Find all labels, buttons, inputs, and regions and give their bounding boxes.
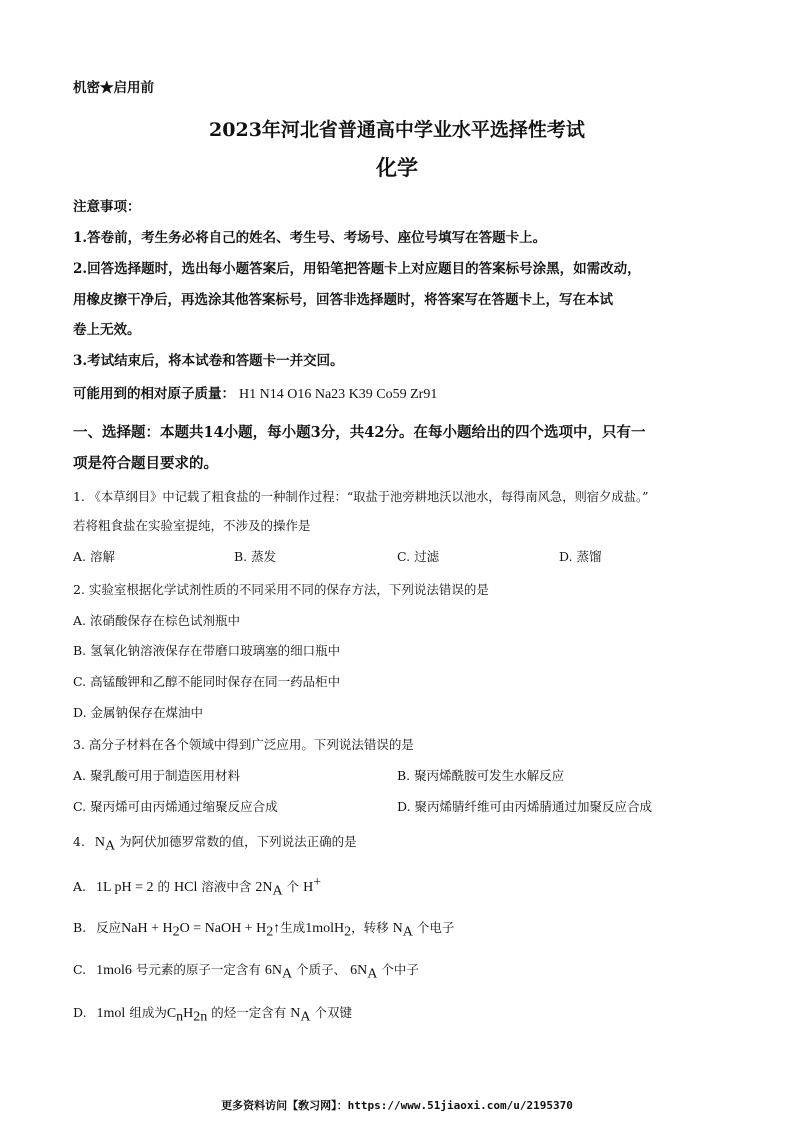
- q4a-t6: A: [272, 883, 283, 899]
- q4c-t5: 个质子、: [296, 962, 347, 977]
- q1-stem-line2: 若将粗食盐在实验室提纯，不涉及的操作是: [73, 518, 311, 533]
- notice-item-2-line2: 用橡皮擦干净后，再选涂其他答案标号，回答非选择题时，将答案写在答题卡上，写在本试: [73, 292, 613, 308]
- q4b-t8: 1molH: [305, 921, 345, 936]
- q4a-label: A.: [73, 879, 87, 895]
- q4-stem: [73, 832, 357, 855]
- q4b-t1: 反应: [96, 920, 122, 935]
- q3-option-a: A. 聚乳酸可用于制造医用材料: [73, 768, 240, 783]
- q4a-t7: 个: [286, 879, 300, 895]
- notice-item-2-line3: 卷上无效。: [73, 322, 141, 338]
- atomic-mass-label: 可能用到的相对原子质量：: [73, 386, 235, 402]
- q4a-t9: +: [313, 875, 322, 890]
- exam-title: 2023年河北省普通高中学业水平选择性考试: [209, 119, 585, 141]
- q1-option-c: C. 过滤: [397, 549, 440, 564]
- q4d-t6: 2n: [193, 1009, 208, 1025]
- subject-title: 化学: [376, 155, 418, 180]
- q2-option-a: A. 浓硝酸保存在棕色试剂瓶中: [73, 613, 240, 628]
- q1-stem-line1: 1. 《本草纲目》中记载了粗食盐的一种制作过程：“取盐于池旁耕地沃以池水，每得南风急，则宿夕成盐。”: [73, 490, 649, 504]
- q4b-t7: 生成: [280, 920, 306, 935]
- q3-stem: 3. 高分子材料在各个领域中得到广泛应用。下列说法错误的是: [73, 737, 414, 752]
- q4-option-a: [73, 875, 321, 900]
- q4-option-c: [73, 960, 419, 983]
- q4d-t10: 个双键: [314, 1005, 353, 1020]
- notice-heading: 注意事项：: [73, 199, 141, 215]
- q4d-t5: H: [183, 1006, 194, 1021]
- confidential-label: 机密★启用前: [73, 80, 154, 96]
- q4a-t8: H: [303, 880, 314, 896]
- q1-option-d: D. 蒸馏: [559, 549, 602, 564]
- q3-option-c: C. 聚丙烯可由丙烯通过缩聚反应合成: [73, 799, 278, 814]
- q4c-t7: A: [367, 966, 378, 982]
- q4-option-d: [73, 1003, 352, 1026]
- q4-stem-text: 为阿伏加德罗常数的值，下列说法正确的是: [119, 834, 357, 849]
- q2-option-c: C. 高锰酸钾和乙醇不能同时保存在同一药品柜中: [73, 674, 341, 689]
- q2-option-b: B. 氢氧化钠溶液保存在带磨口玻璃塞的细口瓶中: [73, 643, 341, 658]
- notice-item-2-line1: 2.回答选择题时，选出每小题答案后，用铅笔把答题卡上对应题目的答案标号涂黑，如需改动，: [73, 261, 641, 277]
- q4c-t8: 个中子: [381, 962, 419, 977]
- q3-option-d: D. 聚丙烯腈纤维可由丙烯腈通过加聚反应合成: [397, 799, 653, 814]
- q4d-t2: 组成为: [129, 1005, 167, 1020]
- q4-number: 4.: [73, 834, 85, 849]
- q4d-t1: 1mol: [96, 1006, 126, 1021]
- section1-line1: 一、选择题：本题共14小题，每小题3分，共42分。在每小题给出的四个选项中，只有一: [73, 424, 646, 441]
- q4d-t9: A: [300, 1009, 311, 1025]
- q4a-t1: 1L pH = 2: [96, 880, 154, 896]
- q4b-t2: NaH + H: [121, 921, 173, 936]
- q4c-t4: A: [281, 966, 293, 982]
- q4c-t1: 1mol6: [96, 963, 132, 978]
- footer-link[interactable]: 更多资料访问【敎习网】：https://www.51jiaoxi.com/u/2195370: [221, 1099, 573, 1112]
- q4b-t4: O = NaOH + H: [179, 921, 267, 936]
- q4b-t6: ↑: [273, 921, 281, 936]
- q4c-t3: 6N: [264, 963, 282, 978]
- section1-line2: 项是符合题目要求的。: [73, 455, 218, 472]
- q4c-label: C.: [73, 962, 87, 977]
- q4b-t3: 2: [172, 924, 180, 940]
- q4-symbol-n: N: [94, 835, 106, 850]
- q4b-t10: ，转移: [351, 920, 389, 935]
- atomic-mass-line: [73, 382, 437, 403]
- q4c-t6: 6N: [350, 963, 368, 978]
- q4b-t11: N: [392, 921, 403, 936]
- q4-symbol-sub: A: [105, 838, 116, 854]
- q4b-t13: 个电子: [416, 920, 455, 935]
- q4d-t4: n: [176, 1009, 184, 1025]
- q1-option-b: B. 蒸发: [234, 549, 277, 564]
- atomic-mass-values: H1 N14 O16 Na23 K39 Co59 Zr91: [239, 387, 438, 402]
- notice-item-1: 1.答卷前，考生务必将自己的姓名、考生号、考场号、座位号填写在答题卡上。: [73, 230, 547, 246]
- q4b-label: B.: [73, 920, 87, 935]
- q4c-t2: 号元素的原子一定含有: [135, 962, 261, 977]
- q1-option-a: A. 溶解: [73, 549, 115, 564]
- q4a-t4: 溶液中含: [201, 879, 252, 895]
- q3-option-b: B. 聚丙烯酰胺可发生水解反应: [397, 768, 565, 783]
- q4a-t5: 2N: [255, 880, 273, 896]
- q4a-t2: 的: [157, 879, 171, 895]
- q4-option-b: [73, 918, 454, 941]
- q4b-t12: A: [402, 924, 413, 940]
- q4d-t7: 的烃一定含有: [211, 1005, 287, 1020]
- q4d-t3: C: [166, 1006, 177, 1021]
- q4d-t8: N: [290, 1006, 301, 1021]
- q4b-t5: 2: [266, 924, 274, 940]
- notice-item-3: 3.考试结束后，将本试卷和答题卡一并交回。: [73, 353, 344, 369]
- q2-stem: 2. 实验室根据化学试剂性质的不同采用不同的保存方法，下列说法错误的是: [73, 582, 489, 597]
- q4a-t3: HCl: [174, 880, 198, 896]
- q4d-label: D.: [73, 1005, 87, 1020]
- q4b-t9: 2: [344, 924, 352, 940]
- q2-option-d: D. 金属钠保存在煤油中: [73, 705, 204, 720]
